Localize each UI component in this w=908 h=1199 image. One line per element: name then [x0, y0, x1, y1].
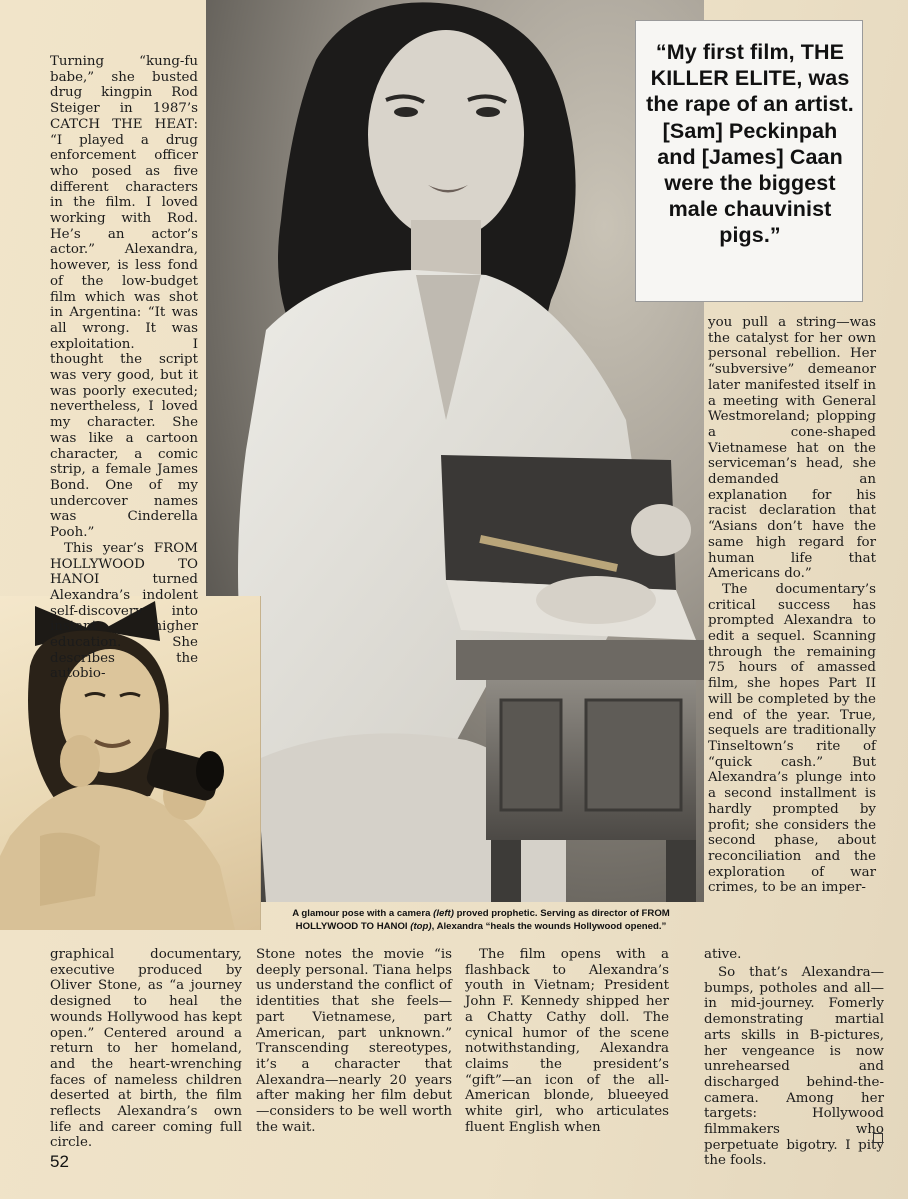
left-column: [50, 54, 198, 682]
page-number: 52: [50, 1152, 69, 1171]
bottom-paragraph-2: Stone notes the movie “is deeply personal. Tiana helps us understand the conflict of identities that she feels—part Vietnamese, part American, part unknown.” Transcending stereotypes, it’s a character that Alexandra—nearly 20 years after making her film debut—considers to be well worth the wait.: [256, 947, 452, 1135]
caption-part-2: proved prophetic. Serving as director of FROM HOLLYWOOD TO HANOI: [295, 908, 670, 932]
pull-quote-text: “My first film, THE KILLER ELITE, was the rape of an artist. [Sam] Peckinpah and [James] Caan were the biggest male chauvinist pigs.”: [646, 40, 854, 248]
photo-caption: [266, 908, 696, 933]
bottom-paragraph-4-lead: ative.: [704, 947, 742, 962]
bottom-column-4: [704, 965, 884, 1169]
right-paragraph-1: you pull a string—was the catalyst for her own personal rebellion. Her “subversive” demeanor later manifested itself in a meeting with General Westmoreland; plopping a cone-shaped Vietnamese hat on the serviceman’s head, she demanded an explanation for his racist declaration that “Asians don’t have the same high regard for human life that Americans do.”: [708, 315, 876, 582]
caption-part-3: , Alexandra “heals the wounds Hollywood opened.”: [431, 920, 667, 932]
left-paragraph-2: This year’s FROM HOLLYWOOD TO HANOI turned Alexandra’s indolent self-discovery into instant higher education. She describes the autobio-: [50, 540, 198, 682]
left-paragraph-1: Turning “kung-fu babe,” she busted drug kingpin Rod Steiger in 1987’s CATCH THE HEAT: “I played a drug enforcement officer who posed as five different characters in the film. I loved working with Rod. He’s an actor’s actor.” Alexandra, however, is less fond of the low-budget film which was shot in Argentina: “It was all wrong. It was exploitation. I thought the script was very good, but it was poorly executed; nevertheless, I loved my character. She was like a cartoon character, a comic strip, a female James Bond. One of my undercover names was Cinderella Pooh.”: [50, 54, 198, 541]
bottom-column-4-lead: [704, 947, 884, 963]
bottom-column-2: [256, 947, 452, 1135]
pull-quote-box: [635, 20, 863, 302]
bottom-column-1: [50, 947, 242, 1151]
bottom-paragraph-4: So that’s Alexandra—bumps, potholes and all—in mid-journey. Fomerly demonstrating martial arts skills in B-pictures, her vengeance is now unrehearsed and discharged behind-the-camera. Among her targets: Hollywood filmmakers who perpetuate bigotry. I pity the fools.: [704, 965, 884, 1169]
bottom-paragraph-3: The film opens with a flashback to Alexandra’s youth in Vietnam; President John F. Kennedy shipped her a Chatty Cathy doll. The cynical humor of the scene notwithstanding, Alexandra claims the president’s “gift”—an icon of the all-American blonde, blueeyed white girl, who articulates fluent English when: [465, 947, 669, 1135]
right-paragraph-2: The documentary’s critical success has prompted Alexandra to edit a sequel. Scanning through the remaining 75 hours of amassed film, she hopes Part II will be completed by the end of the year. True, sequels are traditionally Tinseltown’s rite of “quick cash.” But Alexandra’s plunge into a second installment is hardly prompted by profit; she considers the second phase, about reconciliation and the exploration of war crimes, to be an imper-: [708, 581, 876, 896]
caption-left-note: (left): [433, 908, 454, 919]
main-photo: [206, 0, 704, 902]
caption-top-note: (top): [410, 920, 432, 932]
end-of-article-mark: [873, 1133, 883, 1143]
right-column: [708, 315, 876, 896]
main-photo-illustration: [206, 0, 704, 902]
bottom-paragraph-1: graphical documentary, executive produced by Oliver Stone, as “a journey designed to heal the wounds Hollywood has kept open.” Centered around a return to her homeland, and the heart-wrenching faces of nameless children deserted at birth, the film reflects Alexandra’s own life and career coming full circle.: [50, 947, 242, 1151]
caption-part-1: A glamour pose with a camera: [292, 908, 434, 919]
bottom-column-3: [465, 947, 669, 1135]
